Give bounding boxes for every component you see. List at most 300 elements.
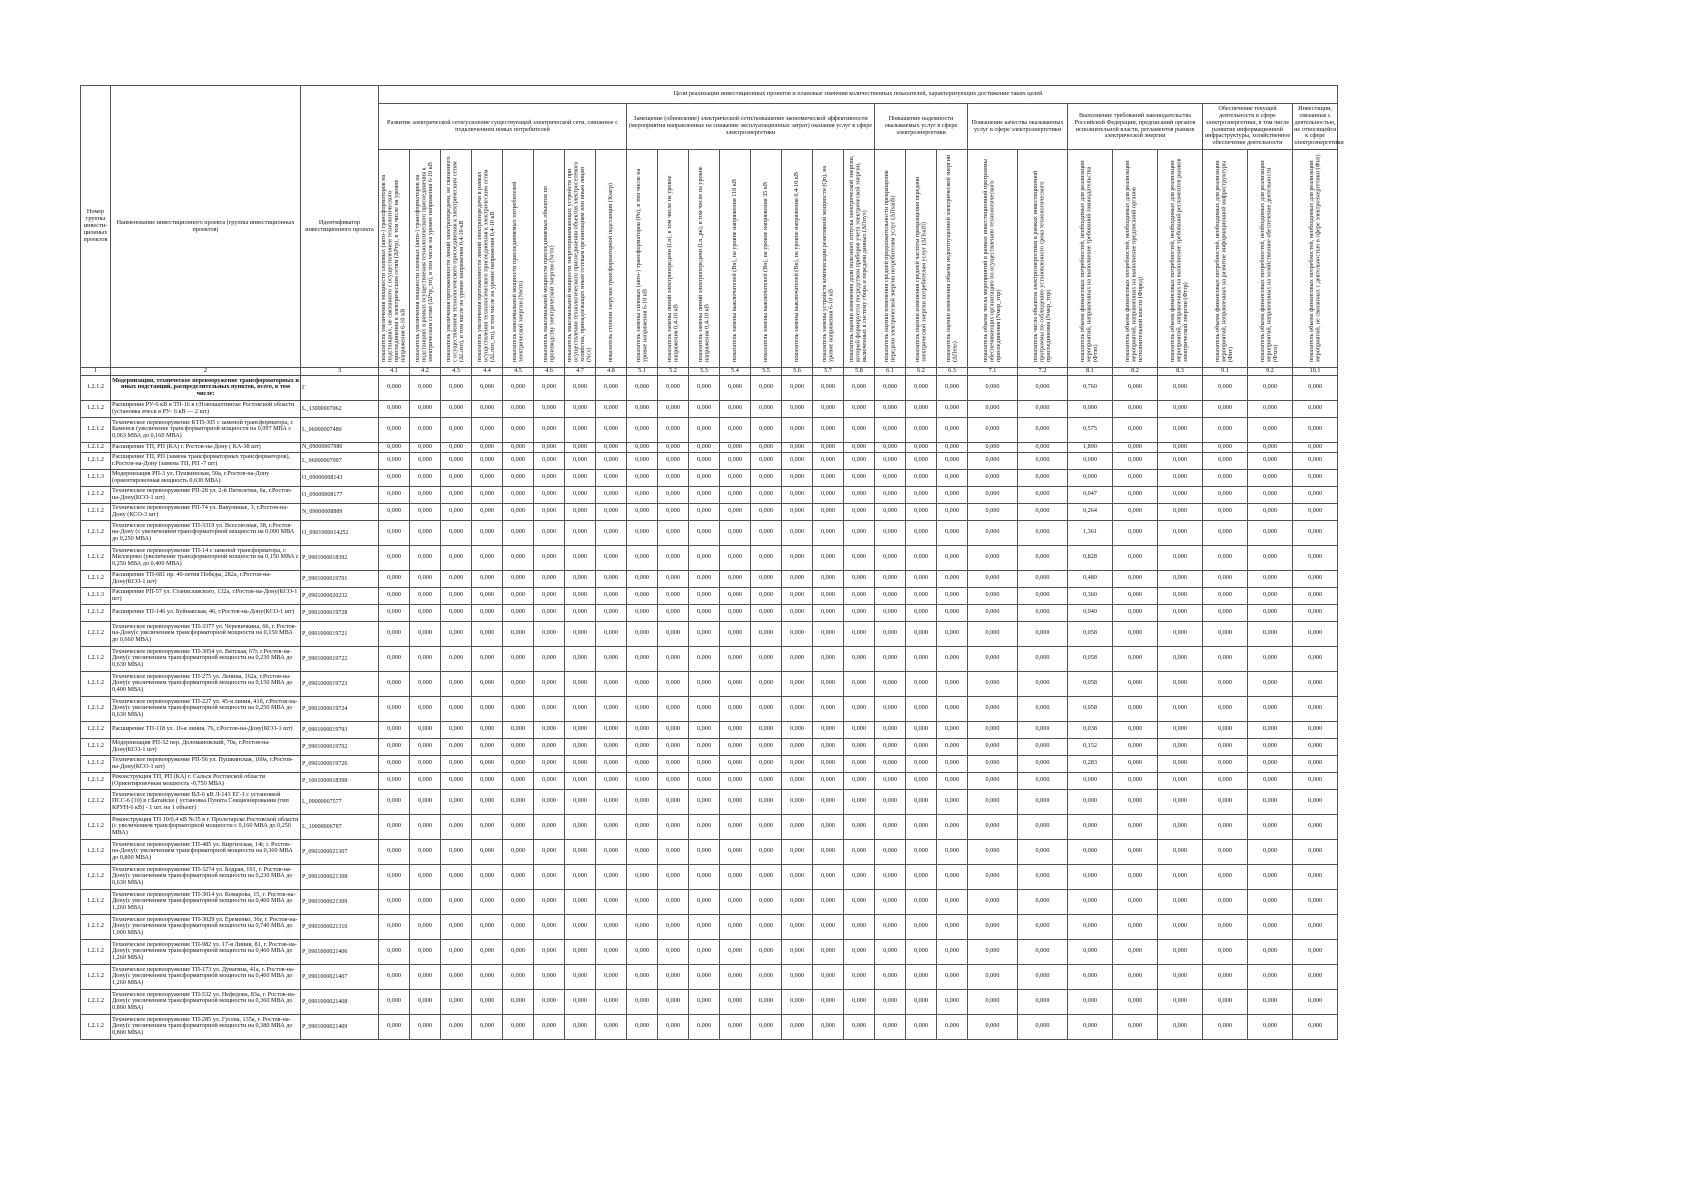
- row-value: 0,000: [968, 772, 1018, 789]
- row-value: 0,000: [596, 839, 627, 864]
- row-value: 0,000: [782, 789, 813, 814]
- row-project-id: Г: [301, 375, 379, 400]
- row-value: 0,000: [813, 989, 844, 1014]
- row-value: 0,000: [627, 864, 658, 889]
- row-value: 0,000: [813, 621, 844, 646]
- row-value: 0,000: [844, 939, 875, 964]
- row-value: 0,000: [472, 814, 503, 839]
- row-value: 0,000: [1113, 989, 1158, 1014]
- row-value: 0,000: [844, 375, 875, 400]
- row-value: 0,000: [534, 417, 565, 442]
- row-value: 0,000: [689, 889, 720, 914]
- row-value: 0,000: [875, 417, 906, 442]
- row-group-number: 1.2.1.2: [81, 814, 111, 839]
- header-indicator-label: показатель максимальной мощности энергопринимающих устройств при осуществлении технологического присоединения объектов электросетевого хозяйства, принадлежащих иным сетевым организациям или иным лицам (Nсх): [566, 161, 593, 363]
- row-value: 0,000: [813, 400, 844, 417]
- row-value: 0,000: [410, 570, 441, 587]
- row-value: 0,000: [1158, 738, 1203, 755]
- row-value: 0,000: [1203, 864, 1248, 889]
- row-value: 0,000: [1248, 772, 1293, 789]
- row-value: 0,000: [689, 939, 720, 964]
- row-value: 0,000: [782, 755, 813, 772]
- row-value: 0,000: [720, 469, 751, 486]
- row-value: 0,000: [596, 545, 627, 570]
- row-value: 0,000: [658, 400, 689, 417]
- row-value: 0,000: [1293, 570, 1338, 587]
- row-value: 0,000: [534, 889, 565, 914]
- row-value: 0,000: [658, 646, 689, 671]
- row-value: 0,000: [472, 789, 503, 814]
- row-value: 0,000: [472, 604, 503, 621]
- row-value: 0,000: [937, 864, 968, 889]
- table-row: [81, 755, 1338, 772]
- row-value: 0,000: [720, 696, 751, 721]
- header-indicator: [503, 150, 534, 368]
- row-value: 0,000: [410, 604, 441, 621]
- row-value: 0,000: [720, 417, 751, 442]
- row-value: 0,000: [565, 587, 596, 604]
- row-value: 0,000: [844, 964, 875, 989]
- header-indicator: [627, 150, 658, 368]
- row-value: 0,000: [906, 442, 937, 452]
- row-value: 0,000: [534, 604, 565, 621]
- row-value: 0,000: [627, 721, 658, 738]
- row-value: 0,000: [689, 864, 720, 889]
- row-value: 0,000: [1203, 755, 1248, 772]
- row-value: 0,000: [906, 520, 937, 545]
- row-value: 0,000: [782, 839, 813, 864]
- column-number: 10.1: [1293, 368, 1338, 376]
- row-value: 0,000: [1018, 400, 1068, 417]
- row-value: 0,000: [503, 587, 534, 604]
- column-number: 5.2: [658, 368, 689, 376]
- header-indicator: [1203, 150, 1248, 368]
- row-value: 0,000: [1018, 964, 1068, 989]
- row-value: 0,000: [472, 772, 503, 789]
- row-value: 0,000: [813, 417, 844, 442]
- row-value: 0,000: [1203, 1014, 1248, 1039]
- row-value: 0,000: [534, 486, 565, 503]
- row-value: 0,000: [1113, 442, 1158, 452]
- row-value: 0,000: [751, 939, 782, 964]
- row-value: 0,000: [1293, 772, 1338, 789]
- row-value: 0,000: [875, 486, 906, 503]
- row-value: 0,000: [565, 738, 596, 755]
- row-value: 0,000: [782, 417, 813, 442]
- row-value: 0,000: [379, 545, 410, 570]
- row-value: 0,000: [596, 1014, 627, 1039]
- column-number: 4.3: [441, 368, 472, 376]
- header-project-name: Наименование инвестиционного проекта (группы инвестиционных проектов): [111, 86, 301, 368]
- row-project-name: Техническое перевооружение ТП-485 ул. Киргизская, 14г, г. Ростов-на-Дону(с увеличением трансформаторной мощности на 0,360 МВА до 0,800 МВА): [111, 839, 301, 864]
- row-value: 0,000: [875, 621, 906, 646]
- row-value: 0,000: [596, 520, 627, 545]
- row-group-number: 1.2.1.2: [81, 889, 111, 914]
- row-value: 0,000: [1113, 486, 1158, 503]
- row-value: 0,000: [1113, 604, 1158, 621]
- row-value: 0,000: [379, 587, 410, 604]
- row-value: 0,000: [441, 545, 472, 570]
- row-value: 0,000: [689, 375, 720, 400]
- row-value: 0,000: [1158, 914, 1203, 939]
- row-value: 0,000: [441, 939, 472, 964]
- row-value-8-1: 0,000: [1068, 772, 1113, 789]
- row-group-number: 1.2.1.2: [81, 604, 111, 621]
- table-row: [81, 486, 1338, 503]
- header-indicator: [751, 150, 782, 368]
- row-project-name: Расширение РУ-6 кВ в ТП-16 в г.Новошахтинске Ростовской области (установка яческ в РУ- 6 кВ — 2 шт): [111, 400, 301, 417]
- row-value: 0,000: [1113, 964, 1158, 989]
- row-value: 0,000: [906, 814, 937, 839]
- row-value: 0,000: [844, 604, 875, 621]
- row-value: 0,000: [658, 442, 689, 452]
- row-value: 0,000: [782, 889, 813, 914]
- row-value: 0,000: [379, 989, 410, 1014]
- row-value: 0,000: [565, 452, 596, 469]
- row-value: 0,000: [1203, 889, 1248, 914]
- row-project-name: Расширение РП-57 ул. Станиславского, 132а, г.Ростов-на-Дону(КСО-1 шт): [111, 587, 301, 604]
- row-value: 0,000: [875, 989, 906, 1014]
- row-value: 0,000: [968, 1014, 1018, 1039]
- row-value: 0,000: [379, 939, 410, 964]
- row-value: 0,000: [937, 989, 968, 1014]
- header-indicator-label: показатель увеличения протяженности линий электропередачи, не связанного с осуществлением технологического присоединения к электрическим сетям (ΔLлэп), в том числе на уровне напряжения 0,4-10 кВ: [445, 156, 466, 363]
- row-value: 0,000: [1293, 452, 1338, 469]
- row-value: 0,000: [968, 646, 1018, 671]
- row-value: 0,000: [751, 621, 782, 646]
- row-value: 0,000: [937, 839, 968, 864]
- row-value: 0,000: [565, 772, 596, 789]
- row-value: 0,000: [782, 442, 813, 452]
- row-value: 0,000: [1158, 721, 1203, 738]
- row-value: 0,000: [875, 375, 906, 400]
- row-value: 0,000: [627, 621, 658, 646]
- row-value: 0,000: [1293, 696, 1338, 721]
- row-value-8-1: 0,000: [1068, 889, 1113, 914]
- row-value: 0,000: [627, 520, 658, 545]
- row-value: 0,000: [379, 503, 410, 520]
- row-value: 0,000: [1158, 604, 1203, 621]
- row-value: 0,000: [503, 772, 534, 789]
- row-value: 0,000: [968, 442, 1018, 452]
- row-value: 0,000: [472, 587, 503, 604]
- row-value: 0,000: [410, 442, 441, 452]
- row-value: 0,000: [1018, 864, 1068, 889]
- row-value: 0,000: [658, 939, 689, 964]
- row-value: 0,000: [565, 789, 596, 814]
- row-value: 0,000: [937, 570, 968, 587]
- row-value: 0,000: [441, 738, 472, 755]
- row-value: 0,000: [1018, 721, 1068, 738]
- row-value: 0,000: [1203, 400, 1248, 417]
- row-value: 0,000: [596, 570, 627, 587]
- row-group-number: 1.2.1.2: [81, 755, 111, 772]
- row-value: 0,000: [844, 452, 875, 469]
- row-value: 0,000: [565, 417, 596, 442]
- column-number: 7.1: [968, 368, 1018, 376]
- header-goals: Цели реализации инвестиционных проектов и плановые значения количественных показателей, характеризующих достижение таких целей: [379, 86, 1338, 104]
- row-value: 0,000: [937, 452, 968, 469]
- investment-indicators-table: [80, 85, 1344, 1040]
- row-value: 0,000: [1248, 375, 1293, 400]
- row-value: 0,000: [658, 772, 689, 789]
- row-value: 0,000: [1293, 545, 1338, 570]
- row-value: 0,000: [751, 400, 782, 417]
- header-indicator-label: показатель числа объектов электроэнергетики в рамках инвестиционной программы по соблюдению установленного срока технологического присоединения (Nмер_тпр): [1031, 170, 1052, 363]
- row-value: 0,000: [534, 469, 565, 486]
- row-value: 0,000: [751, 914, 782, 939]
- row-project-name: Техническое перевооружение ТП-982 ул. 17-я Линия, 81, г. Ростов-на-Дону(с увеличением трансформаторной мощности на 0,460 МВА до 1,260 МВА): [111, 939, 301, 964]
- header-indicator: [782, 150, 813, 368]
- row-value: 0,000: [844, 989, 875, 1014]
- row-value: 0,000: [410, 503, 441, 520]
- row-value: 0,000: [596, 587, 627, 604]
- row-value: 0,000: [596, 914, 627, 939]
- row-value: 0,000: [441, 755, 472, 772]
- row-value: 0,000: [503, 721, 534, 738]
- row-value: 0,000: [565, 604, 596, 621]
- row-value: 0,000: [534, 721, 565, 738]
- table-row: [81, 696, 1338, 721]
- row-value: 0,000: [627, 604, 658, 621]
- row-value: 0,000: [596, 696, 627, 721]
- row-value: 0,000: [968, 400, 1018, 417]
- row-value: 0,000: [782, 604, 813, 621]
- row-value: 0,000: [534, 814, 565, 839]
- row-value: 0,000: [1293, 604, 1338, 621]
- row-value: 0,000: [720, 486, 751, 503]
- row-value: 0,000: [906, 646, 937, 671]
- row-value: 0,000: [379, 646, 410, 671]
- row-value: 0,000: [689, 738, 720, 755]
- column-number: 9.1: [1203, 368, 1248, 376]
- header-indicator: [875, 150, 906, 368]
- row-value: 0,000: [534, 696, 565, 721]
- column-number: 9.2: [1248, 368, 1293, 376]
- row-value: 0,000: [658, 964, 689, 989]
- row-value: 0,000: [751, 520, 782, 545]
- row-value: 0,000: [968, 621, 1018, 646]
- row-value: 0,000: [689, 789, 720, 814]
- row-project-name: Техническое перевооружение РП-28 ул. 2-й Пятилетки, 6а, г.Ростов-на-Дону(КСО-1 шт): [111, 486, 301, 503]
- row-value: 0,000: [1293, 939, 1338, 964]
- header-goal-group: Замещение (обновление) электрической сети/повышение экономической эффективности (мероприятия направленные на снижение эксплуатационных затрат) оказания услуг в сфере электроэнергетики: [627, 104, 875, 150]
- row-value: 0,000: [875, 772, 906, 789]
- row-value: 0,000: [627, 789, 658, 814]
- row-value: 0,000: [1248, 721, 1293, 738]
- row-value: 0,000: [596, 789, 627, 814]
- row-value: 0,000: [813, 587, 844, 604]
- row-value: 0,000: [720, 914, 751, 939]
- row-value: 0,000: [410, 486, 441, 503]
- table-row: [81, 989, 1338, 1014]
- row-group-number: 1.2.1.2: [81, 721, 111, 738]
- row-value: 0,000: [782, 570, 813, 587]
- row-value: 0,000: [503, 520, 534, 545]
- column-number: 6.2: [906, 368, 937, 376]
- row-value: 0,000: [875, 520, 906, 545]
- row-value: 0,000: [472, 375, 503, 400]
- row-value: 0,000: [782, 772, 813, 789]
- row-project-id: P_0901000019793: [301, 721, 379, 738]
- row-value: 0,000: [1018, 772, 1068, 789]
- row-value: 0,000: [472, 839, 503, 864]
- row-value: 0,000: [751, 604, 782, 621]
- row-value: 0,000: [1248, 864, 1293, 889]
- row-value: 0,000: [782, 486, 813, 503]
- row-value: 0,000: [689, 503, 720, 520]
- row-value: 0,000: [441, 604, 472, 621]
- row-value: 0,000: [1113, 914, 1158, 939]
- row-value-8-1: 0,283: [1068, 755, 1113, 772]
- row-value: 0,000: [720, 864, 751, 889]
- row-value: 0,000: [1248, 914, 1293, 939]
- row-value: 0,000: [503, 417, 534, 442]
- row-value: 0,000: [844, 696, 875, 721]
- row-value: 0,000: [1113, 696, 1158, 721]
- row-value: 0,000: [503, 738, 534, 755]
- row-value: 0,000: [503, 545, 534, 570]
- row-value: 0,000: [689, 772, 720, 789]
- row-value: 0,000: [658, 375, 689, 400]
- row-value: 0,000: [1018, 914, 1068, 939]
- row-value: 0,000: [1248, 452, 1293, 469]
- row-value: 0,000: [1203, 604, 1248, 621]
- column-number: 8.2: [1113, 368, 1158, 376]
- column-number: 7.2: [1018, 368, 1068, 376]
- row-project-name: Техническое перевооружение ТП-532 ул. Нефедова, 83а, г. Ростов-на-Дону(с увеличением трансформаторной мощности на 0,360 МВА до 0,800 МВА): [111, 989, 301, 1014]
- header-indicator-label: показатель максимальной мощности присоединяемых потребителей электрической энергии (Nмтп): [510, 181, 524, 363]
- row-value: 0,000: [658, 469, 689, 486]
- row-value: 0,000: [813, 914, 844, 939]
- row-value: 0,000: [720, 721, 751, 738]
- row-value: 0,000: [1203, 671, 1248, 696]
- row-value: 0,000: [937, 375, 968, 400]
- row-value: 0,000: [627, 755, 658, 772]
- row-value: 0,000: [875, 587, 906, 604]
- header-indicator-label: показатель объема финансовых потребностей, необходимых для реализации мероприятий, направленных на развитие информационной инфраструктуры (Фит): [1214, 160, 1235, 363]
- row-value: 0,000: [1018, 839, 1068, 864]
- row-value: 0,000: [875, 939, 906, 964]
- row-value: 0,000: [379, 570, 410, 587]
- row-value: 0,000: [937, 939, 968, 964]
- header-project-id: Идентификатор инвестиционного проекта: [301, 86, 379, 368]
- header-goal-group: Выполнение требований законодательства Российской Федерации, предписаний органов исполнительной власти, регламентов рынков электрической энергии: [1068, 104, 1203, 150]
- header-goal-group: Инвестиции, связанные с деятельностью, не относящейся к сфере электроэнергетики: [1293, 104, 1338, 150]
- row-value: 0,000: [1113, 452, 1158, 469]
- row-value: 0,000: [503, 375, 534, 400]
- table-row: [81, 721, 1338, 738]
- row-value-8-1: 0,575: [1068, 417, 1113, 442]
- row-value: 0,000: [379, 469, 410, 486]
- row-value: 0,000: [906, 503, 937, 520]
- row-value: 0,000: [813, 570, 844, 587]
- row-value: 0,000: [658, 839, 689, 864]
- row-value: 0,000: [689, 469, 720, 486]
- row-value: 0,000: [472, 671, 503, 696]
- row-value: 0,000: [720, 545, 751, 570]
- table-row: [81, 646, 1338, 671]
- row-value: 0,000: [937, 914, 968, 939]
- row-value: 0,000: [751, 755, 782, 772]
- row-value: 0,000: [472, 400, 503, 417]
- row-value: 0,000: [1018, 520, 1068, 545]
- row-project-id: P_0901000021308: [301, 864, 379, 889]
- row-value: 0,000: [410, 914, 441, 939]
- row-value: 0,000: [503, 864, 534, 889]
- row-value: 0,000: [968, 570, 1018, 587]
- row-value: 0,000: [503, 964, 534, 989]
- row-value: 0,000: [844, 671, 875, 696]
- row-value: 0,000: [441, 400, 472, 417]
- row-value: 0,000: [1248, 520, 1293, 545]
- row-value: 0,000: [968, 452, 1018, 469]
- row-value: 0,000: [751, 646, 782, 671]
- table-row: [81, 400, 1338, 417]
- row-value-8-1: 0,058: [1068, 696, 1113, 721]
- row-value: 0,000: [782, 587, 813, 604]
- row-value: 0,000: [689, 417, 720, 442]
- row-value: 0,000: [720, 375, 751, 400]
- row-value: 0,000: [1248, 442, 1293, 452]
- row-value: 0,000: [937, 789, 968, 814]
- row-value: 0,000: [410, 696, 441, 721]
- row-value: 0,000: [1113, 738, 1158, 755]
- row-value: 0,000: [379, 1014, 410, 1039]
- row-value: 0,000: [565, 545, 596, 570]
- row-value: 0,000: [627, 914, 658, 939]
- row-value: 0,000: [689, 671, 720, 696]
- table-row: [81, 789, 1338, 814]
- row-value: 0,000: [503, 814, 534, 839]
- header-indicator-label: показатель увеличения протяженности линий электропередачи в рамках осуществления технологического присоединения к электрическим сетям (ΔLлэп_тп), в том числе на уровне напряжения 0,4-10 кВ: [476, 169, 497, 363]
- row-value-8-1: 0,000: [1068, 452, 1113, 469]
- row-value: 0,000: [1248, 469, 1293, 486]
- row-value: 0,000: [410, 755, 441, 772]
- row-value: 0,000: [782, 864, 813, 889]
- row-value: 0,000: [379, 417, 410, 442]
- row-value: 0,000: [410, 621, 441, 646]
- row-value-8-1: 0,000: [1068, 814, 1113, 839]
- row-value: 0,000: [441, 570, 472, 587]
- table-row: [81, 914, 1338, 939]
- row-project-name: Техническое перевооружение ТП-3274 ул. Бодрая, 101, г. Ростов-на-Дону(с увеличением трансформаторной мощности на 0,230 МВА до 0,630 МВА): [111, 864, 301, 889]
- row-value: 0,000: [844, 814, 875, 839]
- row-value: 0,000: [627, 452, 658, 469]
- row-project-id: P_0901000021310: [301, 914, 379, 939]
- row-value: 0,000: [503, 789, 534, 814]
- row-value: 0,000: [534, 1014, 565, 1039]
- row-value: 0,000: [906, 1014, 937, 1039]
- row-value: 0,000: [1158, 814, 1203, 839]
- row-value: 0,000: [906, 417, 937, 442]
- row-value: 0,000: [658, 789, 689, 814]
- row-value: 0,000: [782, 989, 813, 1014]
- row-value: 0,000: [534, 442, 565, 452]
- row-value: 0,000: [937, 442, 968, 452]
- row-group-number: 1.2.1.2: [81, 417, 111, 442]
- row-value: 0,000: [1293, 646, 1338, 671]
- column-number: 6.1: [875, 368, 906, 376]
- row-value: 0,000: [627, 889, 658, 914]
- row-value: 0,000: [627, 839, 658, 864]
- row-value: 0,000: [596, 671, 627, 696]
- row-value: 0,000: [844, 772, 875, 789]
- row-value: 0,000: [1248, 989, 1293, 1014]
- row-value: 0,000: [1113, 621, 1158, 646]
- row-project-id: O_0901000014252: [301, 520, 379, 545]
- row-value: 0,000: [1158, 486, 1203, 503]
